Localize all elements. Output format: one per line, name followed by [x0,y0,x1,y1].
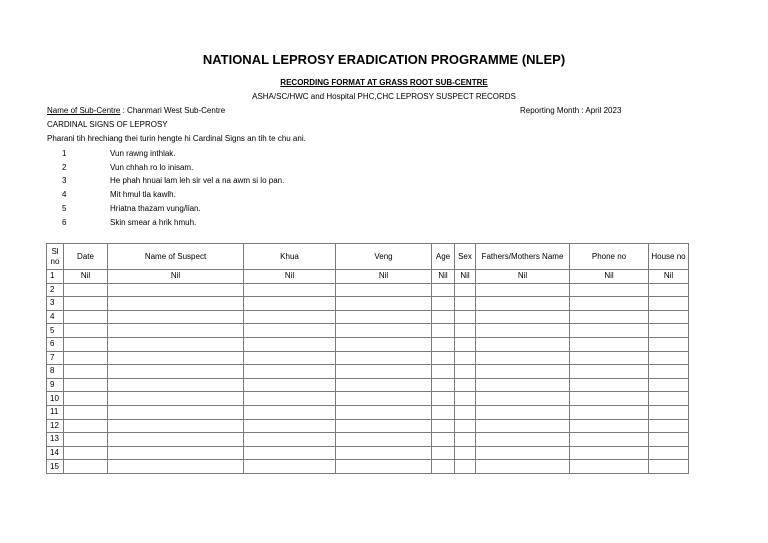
table-cell [244,337,336,351]
table-cell: 11 [47,405,64,419]
sign-number: 2 [62,163,67,172]
table-cell [570,433,649,447]
table-cell [336,337,432,351]
table-cell [108,324,244,338]
table-cell: 1 [47,270,64,284]
column-header-khua: Khua [244,244,336,270]
table-cell [64,283,108,297]
subcentre-label: Name of Sub-Centre [47,106,121,115]
table-cell [570,297,649,311]
table-cell [570,337,649,351]
table-cell [455,392,476,406]
column-header-age: Age [432,244,455,270]
table-cell [649,283,689,297]
table-cell [476,324,570,338]
table-cell: Nil [64,270,108,284]
table-cell [432,365,455,379]
table-row [47,392,689,406]
table-cell [108,310,244,324]
table-cell [476,378,570,392]
table-cell [244,378,336,392]
table-cell [64,419,108,433]
table-cell [244,351,336,365]
table-cell [649,405,689,419]
column-header-phone-no: Phone no [570,244,649,270]
table-cell [108,405,244,419]
table-cell: 9 [47,378,64,392]
table-cell: 12 [47,419,64,433]
table-cell [108,378,244,392]
cardinal-signs-heading: CARDINAL SIGNS OF LEPROSY [47,120,168,129]
table-cell [570,365,649,379]
table-cell [108,283,244,297]
table-row [47,297,689,311]
table-cell [432,378,455,392]
table-cell [455,460,476,474]
cardinal-signs-intro: Pharani tih hrechiang thei turin hengte hi Cardinal Signs an tih te chu ani. [47,134,306,143]
table-cell [570,405,649,419]
table-cell [649,419,689,433]
column-header-sl-no: Sl no [47,244,64,270]
table-cell: Nil [476,270,570,284]
sign-text: Skin smear a hrik hmuh. [110,218,197,227]
table-cell: 8 [47,365,64,379]
table-cell [432,392,455,406]
table-cell [432,337,455,351]
table-cell: Nil [455,270,476,284]
table-cell [455,297,476,311]
table-cell: Nil [570,270,649,284]
table-row [47,283,689,297]
table-cell [108,446,244,460]
table-cell [432,310,455,324]
table-cell [336,405,432,419]
table-cell [432,405,455,419]
table-cell [570,283,649,297]
table-cell: 3 [47,297,64,311]
table-cell [649,446,689,460]
table-cell [476,419,570,433]
table-cell [64,433,108,447]
table-cell [432,297,455,311]
table-row [47,351,689,365]
table-cell [649,433,689,447]
table-cell [455,433,476,447]
table-cell [649,297,689,311]
column-header-date: Date [64,244,108,270]
table-cell [455,405,476,419]
table-cell: 6 [47,337,64,351]
table-cell [336,392,432,406]
table-cell [476,392,570,406]
table-cell [244,460,336,474]
table-cell [570,351,649,365]
sign-text: He phah hnuai lam leh sir vel a na awm si lo pan. [110,176,285,185]
table-cell [64,337,108,351]
table-cell [108,392,244,406]
table-cell [432,324,455,338]
table-cell [336,460,432,474]
table-cell [649,378,689,392]
table-cell [570,419,649,433]
table-cell: 10 [47,392,64,406]
table-cell [244,446,336,460]
table-cell [649,337,689,351]
table-cell: 13 [47,433,64,447]
document-title: NATIONAL LEPROSY ERADICATION PROGRAMME (NLEP) [202,52,566,67]
table-cell [244,297,336,311]
table-cell [476,297,570,311]
column-header-veng: Veng [336,244,432,270]
column-header-house-no: House no [649,244,689,270]
table-cell [476,283,570,297]
table-cell [64,297,108,311]
table-cell [649,310,689,324]
sign-number: 1 [62,149,67,158]
table-cell [476,446,570,460]
table-cell [432,351,455,365]
table-cell [649,460,689,474]
table-cell [455,337,476,351]
table-cell [570,378,649,392]
table-cell: 15 [47,460,64,474]
table-row [47,378,689,392]
table-cell [455,310,476,324]
table-cell [336,433,432,447]
table-cell [108,419,244,433]
subcentre-value: : Chanmari West Sub-Centre [120,106,226,115]
table-cell [64,351,108,365]
table-cell [455,365,476,379]
table-row [47,270,689,284]
table-row [47,433,689,447]
table-cell [336,283,432,297]
table-row [47,419,689,433]
table-header-row [47,244,689,270]
table-cell [455,283,476,297]
table-cell [64,324,108,338]
table-cell [432,283,455,297]
table-cell: Nil [649,270,689,284]
table-cell [244,433,336,447]
subcentre-line [47,106,225,115]
table-row [47,337,689,351]
table-cell [108,351,244,365]
sign-text: Mit hmul tla kawlh. [110,190,176,199]
table-cell [455,378,476,392]
table-cell [64,446,108,460]
table-cell: 14 [47,446,64,460]
table-cell: 7 [47,351,64,365]
table-cell [476,460,570,474]
table-cell [244,392,336,406]
table-cell: Nil [432,270,455,284]
table-cell [649,365,689,379]
table-cell: 5 [47,324,64,338]
recording-format-subtitle: RECORDING FORMAT AT GRASS ROOT SUB-CENTRE [280,78,488,87]
table-cell [64,405,108,419]
table-cell [432,419,455,433]
table-cell [476,337,570,351]
table-cell [476,310,570,324]
sign-number: 3 [62,176,67,185]
table-cell [336,310,432,324]
table-cell [244,365,336,379]
table-row [47,460,689,474]
table-cell [570,446,649,460]
table-cell [64,378,108,392]
reporting-month: Reporting Month : April 2023 [520,106,622,115]
column-header-name-of-suspect: Name of Suspect [108,244,244,270]
table-cell [649,392,689,406]
table-cell [649,351,689,365]
table-cell [476,351,570,365]
table-cell: Nil [108,270,244,284]
table-cell [432,446,455,460]
table-cell [336,378,432,392]
table-cell [244,405,336,419]
table-cell [244,324,336,338]
table-cell [455,324,476,338]
table-cell [649,324,689,338]
table-cell [570,310,649,324]
table-row [47,310,689,324]
table-cell [476,433,570,447]
sign-number: 6 [62,218,67,227]
table-row [47,446,689,460]
table-cell [432,460,455,474]
table-cell [476,365,570,379]
table-cell [570,392,649,406]
table-cell [570,324,649,338]
sign-text: Vun chhah ro lo inisam. [110,163,194,172]
table-cell [336,297,432,311]
table-cell [336,351,432,365]
suspect-records-table [46,243,689,474]
records-subtitle: ASHA/SC/HWC and Hospital PHC,CHC LEPROSY SUSPECT RECORDS [252,92,516,101]
table-cell [336,324,432,338]
table-cell [64,460,108,474]
sign-number: 4 [62,190,67,199]
sign-number: 5 [62,204,67,213]
table-cell [455,419,476,433]
table-cell [476,405,570,419]
table-cell [455,446,476,460]
table-cell [108,297,244,311]
table-cell [336,419,432,433]
table-cell [455,351,476,365]
table-cell [244,283,336,297]
table-cell [108,365,244,379]
table-cell: 2 [47,283,64,297]
column-header-parent-name: Fathers/Mothers Name [476,244,570,270]
table-cell [336,365,432,379]
table-cell [64,392,108,406]
table-cell [432,433,455,447]
table-cell [108,337,244,351]
table-cell [570,460,649,474]
table-cell [108,460,244,474]
table-cell: Nil [244,270,336,284]
table-cell [108,433,244,447]
table-cell: 4 [47,310,64,324]
table-cell: Nil [336,270,432,284]
table-cell [336,446,432,460]
table-cell [64,365,108,379]
table-cell [244,310,336,324]
table-row [47,324,689,338]
table-row [47,405,689,419]
sign-text: Hriatna thazam vung/lian. [110,204,201,213]
sign-text: Vun rawng inthlak. [110,149,176,158]
table-cell [244,419,336,433]
column-header-sex: Sex [455,244,476,270]
table-row [47,365,689,379]
table-cell [64,310,108,324]
